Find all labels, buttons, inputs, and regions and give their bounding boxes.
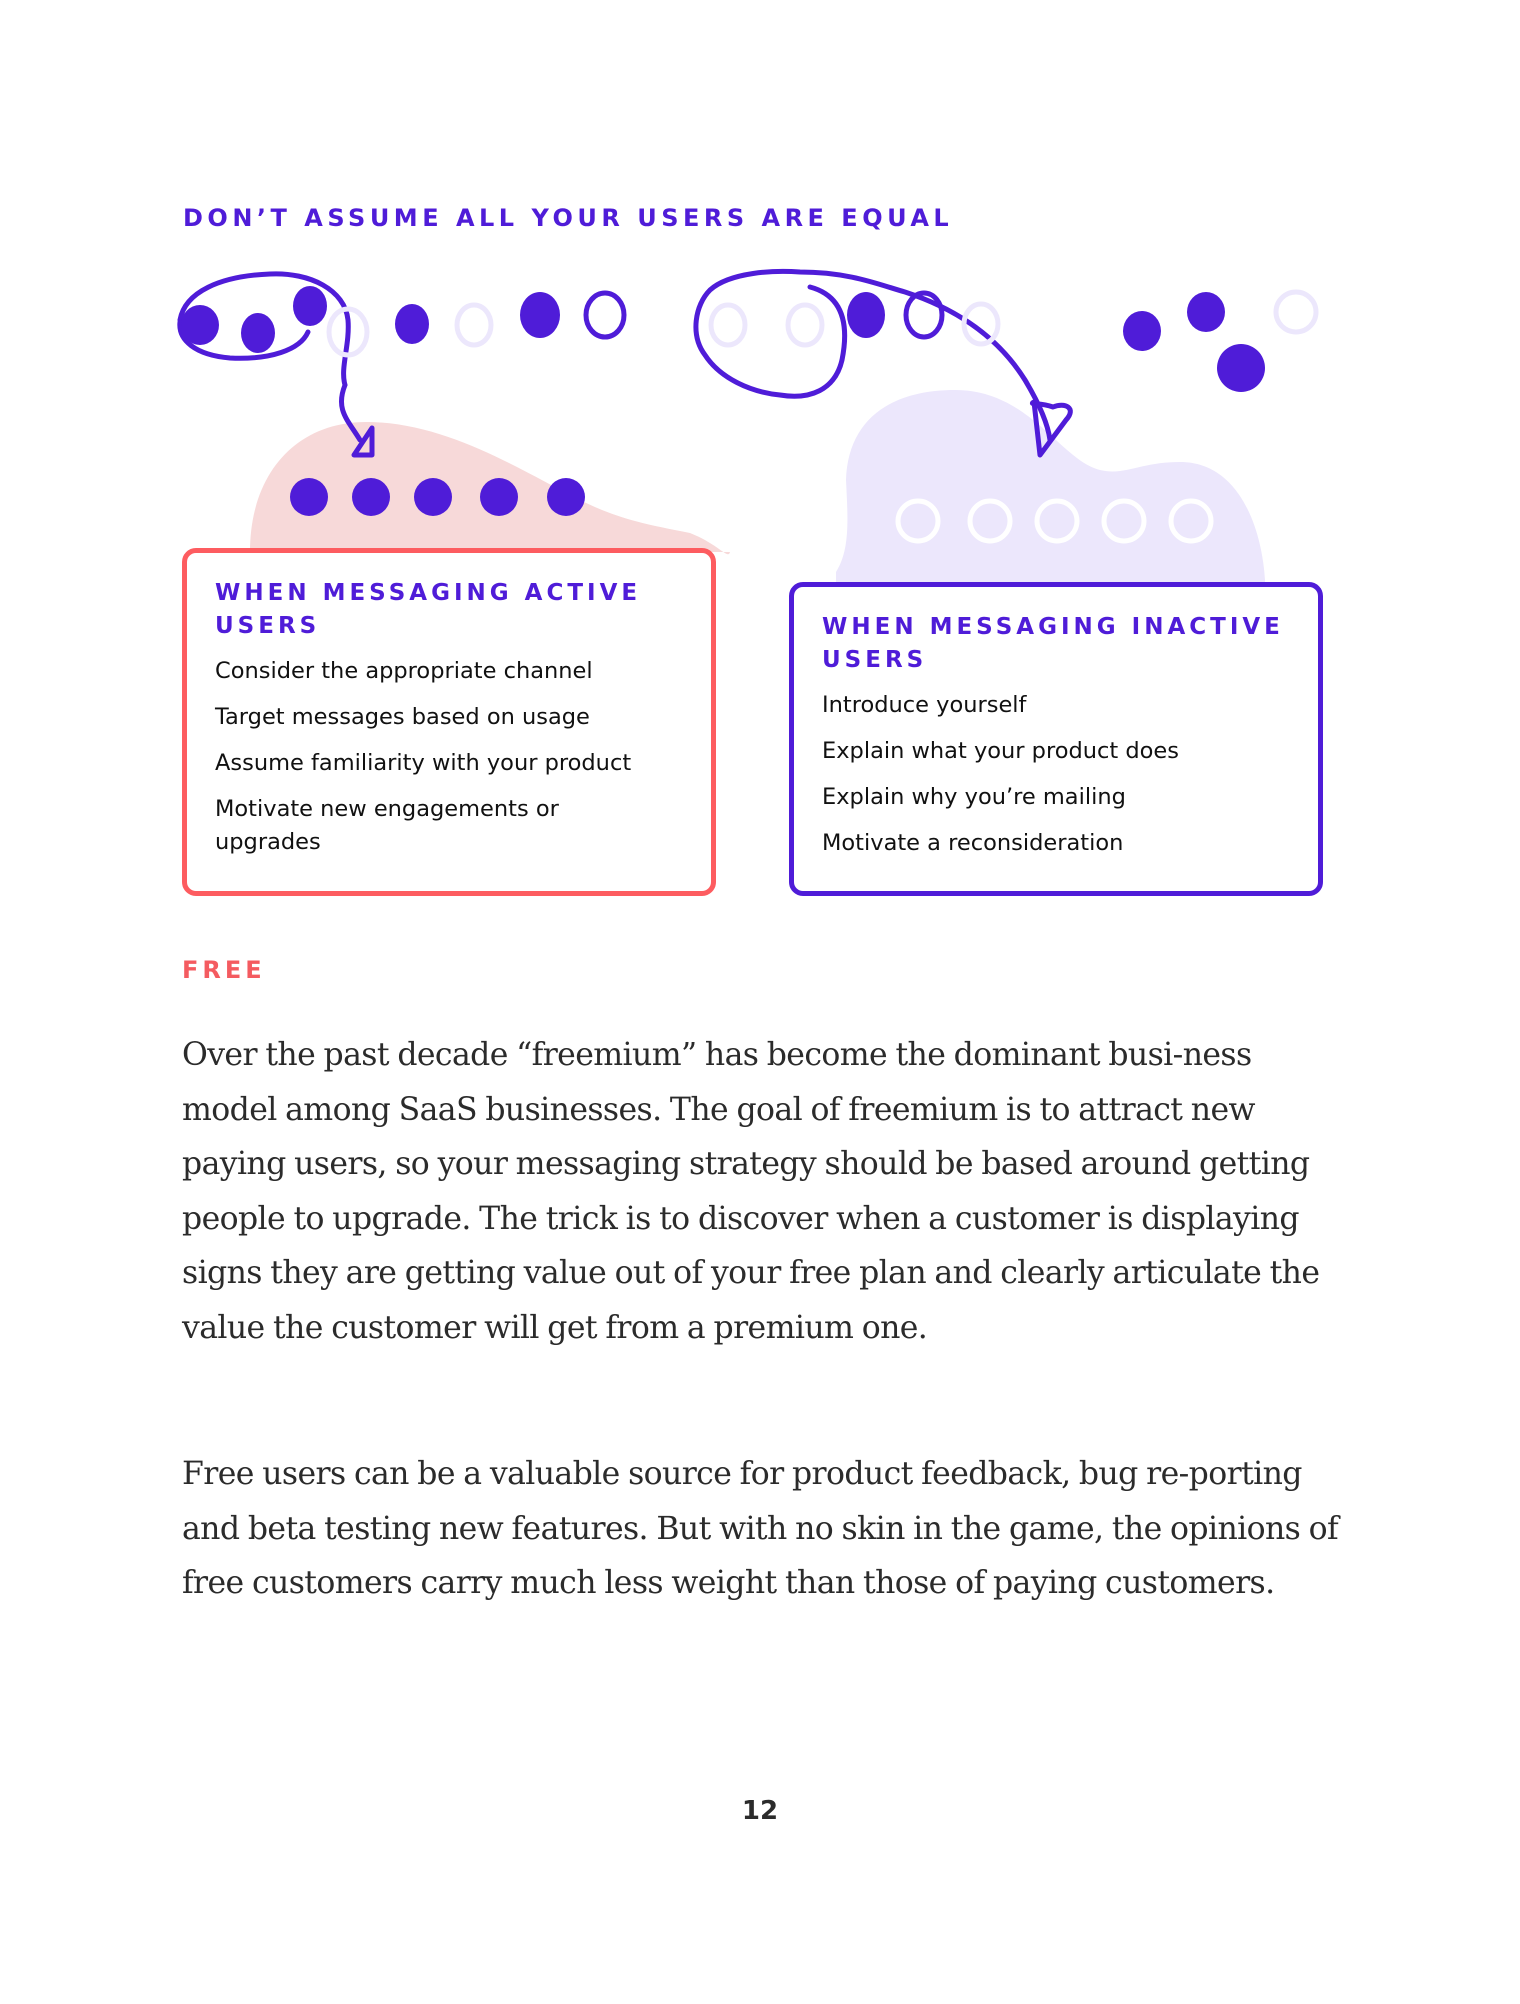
- active-user-dot: [414, 478, 452, 516]
- active-user-dot: [290, 478, 328, 516]
- active-users-card-title: WHEN MESSAGING ACTIVE USERS: [215, 580, 642, 639]
- active-user-dot: [352, 478, 390, 516]
- user-dot-filled: [520, 292, 560, 338]
- user-dot-filled: [181, 305, 219, 345]
- user-dot-faded: [788, 305, 822, 345]
- user-dot-faded: [457, 305, 491, 345]
- page-number: 12: [741, 1796, 779, 1826]
- list-item: Consider the appropriate channel: [215, 658, 593, 684]
- list-item: Motivate new engagements or upgrades: [215, 796, 559, 855]
- body-paragraph: Over the past decade “freemium” has become the dominant busi-ness model among SaaS businesses. The goal of freemium is to attract new paying users, so your messaging strategy should be based around getting people to upgrade. The trick is to discover when a customer is displaying signs they are getting value out of your free plan and clearly articulate the value the customer will get from a premium one.: [182, 1037, 1320, 1346]
- body-paragraph: Free users can be a valuable source for product feedback, bug re-porting and beta testing new features. But with no skin in the game, the opinions of free customers carry much less weight than those of paying customers.: [182, 1456, 1339, 1601]
- list-item: Explain what your product does: [822, 738, 1179, 764]
- list-item: Motivate a reconsideration: [822, 830, 1124, 856]
- list-item: Explain why you’re mailing: [822, 784, 1126, 810]
- list-item: Assume familiarity with your product: [215, 750, 632, 776]
- user-dot-faded: [711, 305, 745, 345]
- user-dot-filled: [847, 292, 885, 338]
- active-user-dot: [547, 478, 585, 516]
- active-users-card: [182, 548, 716, 896]
- active-user-dot: [480, 478, 518, 516]
- active-users-tips-list: [215, 655, 631, 872]
- user-dot-filled: [1123, 311, 1161, 351]
- user-dot-filled: [395, 304, 429, 344]
- inactive-users-tips-list: [822, 689, 1179, 873]
- inactive-users-card: [789, 582, 1323, 896]
- user-dot-faded: [1276, 292, 1316, 332]
- user-dot-filled: [293, 286, 327, 326]
- lavender-blob: [836, 390, 1265, 582]
- list-item: Introduce yourself: [822, 692, 1027, 718]
- user-dot-filled: [1217, 344, 1265, 392]
- section-heading-free: FREE: [182, 956, 266, 984]
- inactive-users-card-title: WHEN MESSAGING INACTIVE USERS: [822, 614, 1284, 673]
- user-dot-outline: [586, 293, 624, 337]
- user-dot-filled: [1187, 292, 1225, 332]
- user-dot-filled: [241, 313, 275, 353]
- section-heading-users-equal: DON’T ASSUME ALL YOUR USERS ARE EQUAL: [183, 204, 954, 232]
- list-item: Target messages based on usage: [215, 704, 590, 730]
